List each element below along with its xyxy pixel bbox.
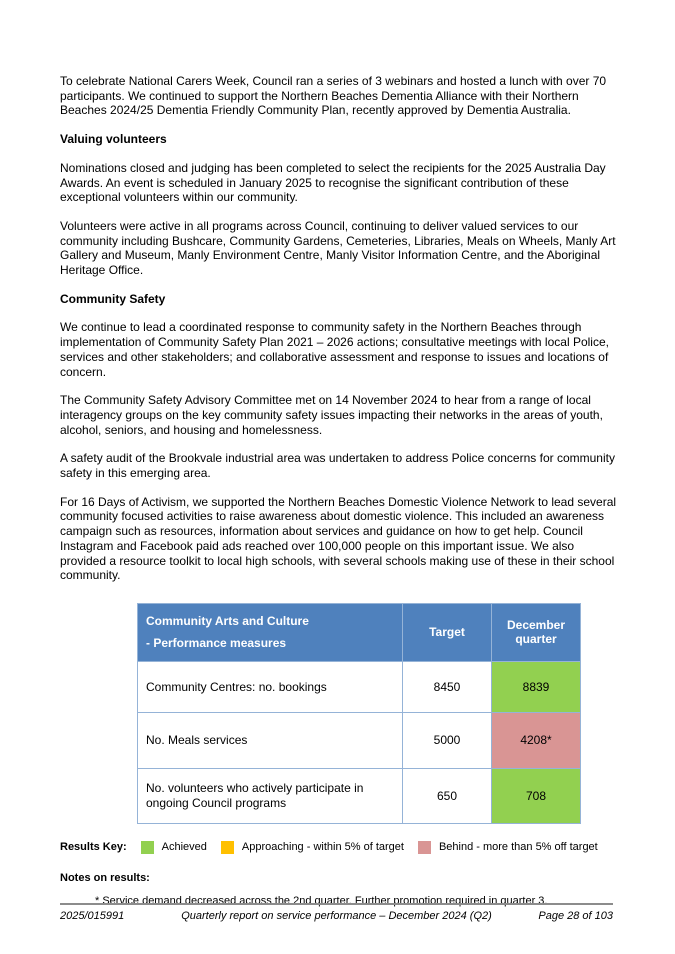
table-header-measures-line2: - Performance measures — [146, 635, 287, 650]
paragraph-16-days-activism: For 16 Days of Activism, we supported the Northern Beaches Domestic Violence Network to lead several community focused activities to raise awareness about domestic violence. This included an awareness campaign such as resources, information about services and guidance on how to get help. Council Instagram and Facebook paid ads reached over 100,000 people on this important issue. We also provided a resource toolkit to local high schools, with several schools making use of these in their school community. — [60, 494, 617, 583]
target-cell: 650 — [403, 768, 492, 823]
paragraph-volunteers-programs: Volunteers were active in all programs across Council, continuing to deliver valued services to our community including Bushcare, Community Gardens, Cemeteries, Libraries, Meals on Wheels, Manly Art Gallery and Museum, Manly Environment Centre, Manly Visitor Information Centre, and the Aboriginal Heritage Office. — [60, 218, 616, 278]
key-item-label: Behind - more than 5% off target — [438, 840, 598, 853]
notes-heading: Notes on results: — [60, 871, 150, 884]
result-cell: 708 — [492, 768, 581, 823]
paragraph-nominations: Nominations closed and judging has been completed to select the recipients for the 2025 Australia Day Awards. An event is scheduled in January 2025 to recognise the significant contribution of these exceptional volunteers within our community. — [60, 160, 606, 205]
result-cell: 4208* — [492, 712, 581, 768]
key-item-achieved — [141, 840, 207, 855]
table-header-measures-line1: Community Arts and Culture — [146, 614, 309, 629]
note-item: * Service demand decreased across the 2nd quarter. Further promotion required in quarter 3. — [95, 895, 548, 908]
result-cell: 8839 — [492, 661, 581, 712]
measure-cell: No. Meals services — [138, 712, 403, 768]
page-footer — [60, 903, 613, 922]
footer-report-title: Quarterly report on service performance – December 2024 (Q2) — [181, 910, 492, 922]
paragraph-advisory-committee: The Community Safety Advisory Committee met on 14 November 2024 to hear from a range of local interagency groups on the key community safety issues impacting their networks in the areas of youth, alcohol, seniors, and housing and homelessness. — [60, 393, 603, 437]
table-header-row — [138, 603, 581, 661]
table-header-target: Target — [403, 603, 492, 661]
achieved-swatch-icon — [141, 841, 154, 854]
key-item-label: Approaching - within 5% of target — [241, 840, 404, 853]
table-row — [138, 768, 581, 823]
key-item-behind — [418, 840, 598, 855]
performance-table-body — [138, 661, 581, 823]
key-item-approaching — [221, 840, 404, 855]
section-heading-community-safety: Community Safety — [60, 291, 166, 306]
behind-swatch-icon — [418, 841, 431, 854]
footer-page-number: Page 28 of 103 — [538, 910, 613, 922]
target-cell: 8450 — [403, 661, 492, 712]
table-row — [138, 712, 581, 768]
footer-doc-number: 2025/015991 — [60, 910, 125, 922]
table-header-december-quarter: December quarter — [492, 603, 581, 661]
section-heading-valuing-volunteers: Valuing volunteers — [60, 132, 167, 147]
key-item-label: Achieved — [161, 840, 207, 853]
performance-table — [137, 603, 581, 824]
results-key-label: Results Key: — [60, 840, 127, 853]
target-cell: 5000 — [403, 712, 492, 768]
paragraph-safety-audit: A safety audit of the Brookvale industrial area was undertaken to address Police concerns for community safety in this emerging area. — [60, 451, 615, 481]
paragraph-safety-response: We continue to lead a coordinated response to community safety in the Northern Beaches through implementation of Community Safety Plan 2021 – 2026 actions; consultative meetings with local Police, services and other stakeholders; and collaborative assessment and response to issues and locations of concern. — [60, 320, 609, 379]
approaching-swatch-icon — [221, 841, 234, 854]
table-row — [138, 661, 581, 712]
results-key — [60, 840, 618, 855]
measure-cell: No. volunteers who actively participate in ongoing Council programs — [138, 768, 403, 823]
performance-table-header — [138, 603, 581, 661]
measure-cell: Community Centres: no. bookings — [138, 661, 403, 712]
paragraph-carers-week: To celebrate National Carers Week, Council ran a series of 3 webinars and hosted a lunch with over 70 participants. We continued to support the Northern Beaches Dementia Alliance with their Northern Beaches 2024/25 Dementia Friendly Community Plan, recently approved by Dementia Australia. — [60, 74, 607, 118]
table-header-measures — [138, 603, 403, 661]
